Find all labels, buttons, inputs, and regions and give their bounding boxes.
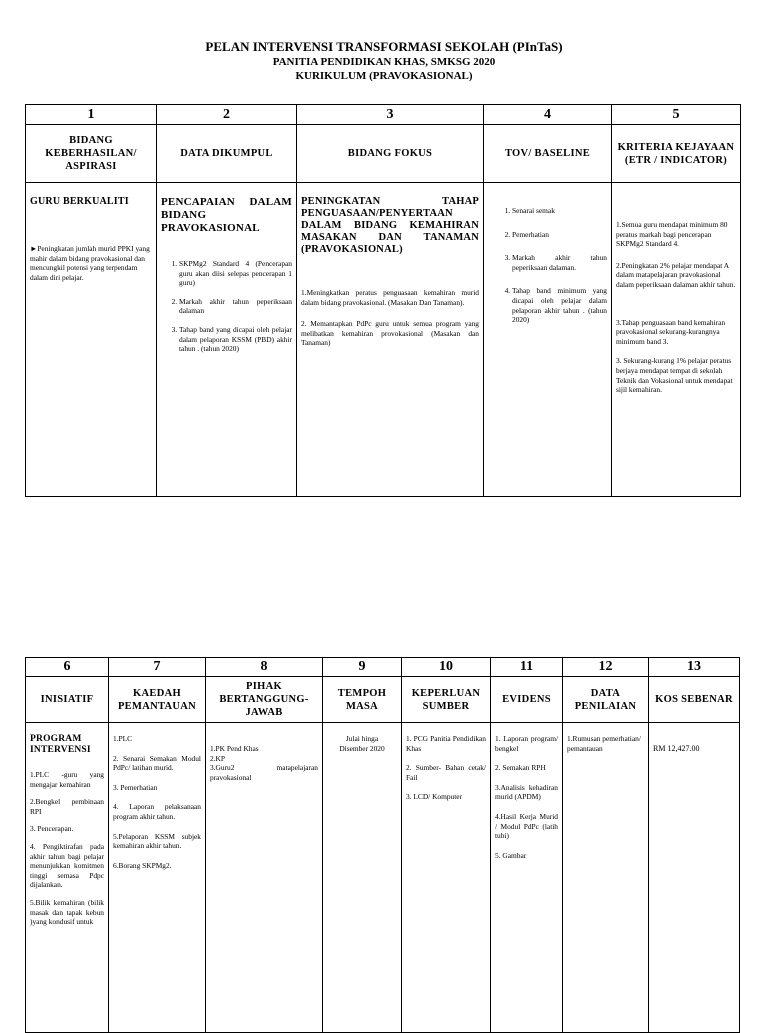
header-inisiatif: INISIATIF	[26, 677, 109, 723]
column-number: 2	[157, 105, 297, 125]
cell-inisiatif	[26, 723, 109, 1033]
fokus-paragraph: 1.Meningkatkan peratus penguasaan kemahiran murid dalam bidang pravokasional. (Masakan Dan Tanaman).	[301, 288, 479, 307]
column-number: 1	[26, 105, 157, 125]
inisiatif-title: PROGRAM INTERVENSI	[30, 734, 91, 755]
sumber-paragraph: 3. LCD/ Komputer	[406, 792, 463, 802]
column-number: 12	[563, 658, 649, 677]
column-number: 8	[206, 658, 323, 677]
evidens-paragraph: 4.Hasil Kerja Murid / Modul PdPc (latih tubi)	[495, 811, 558, 841]
cell-pihak-bertanggungjawab	[206, 723, 323, 1033]
kos-text: RM 12,427.00	[653, 744, 700, 753]
cell-evidens	[491, 723, 563, 1033]
column-number: 9	[323, 658, 402, 677]
header-keperluan-sumber: KEPERLUAN SUMBER	[402, 677, 491, 723]
data-item: 2. Markah akhir tahun peperiksaan dalaman	[179, 297, 292, 316]
baseline-item: 2. Pemerhatian	[512, 230, 607, 240]
evidens-paragraph: 1. Laporan program/ bengkel	[495, 734, 558, 753]
cell-kriteria-kejayaan	[612, 183, 741, 497]
inisiatif-paragraph: 3. Pencerapan.	[30, 824, 74, 834]
header-data-dikumpul: DATA DIKUMPUL	[157, 125, 297, 183]
aspirasi-title: GURU BERKUALITI	[30, 196, 129, 207]
column-number: 4	[484, 105, 612, 125]
cell-kaedah-pemantauan	[109, 723, 206, 1033]
kriteria-paragraph: 3. Sekurang-kurang 1% pelajar peratus berjaya mendapat tempat di sekolah Teknik dan Vokasional untuk mendapat sijil kemahiran.	[616, 356, 733, 395]
kaedah-paragraph: 5.Pelaporan KSSM subjek kemahiran akhir tahun.	[113, 831, 201, 851]
document-title: PELAN INTERVENSI TRANSFORMASI SEKOLAH (PInTaS)	[205, 39, 563, 54]
sumber-paragraph: 2. Sumber- Bahan cetak/ Fail	[406, 763, 486, 782]
pihak-line: 3.Guru2 matapelajaran pravokasional	[210, 763, 318, 782]
column-number: 6	[26, 658, 109, 677]
column-number: 10	[402, 658, 491, 677]
kaedah-paragraph: 2. Senarai Semakan Modul PdPc/ latihan murid.	[113, 753, 201, 773]
header-data-penilaian: DATA PENILAIAN	[563, 677, 649, 723]
header-kaedah-pemantauan: KAEDAH PEMANTAUAN	[109, 677, 206, 723]
plan-table-part-2	[25, 657, 740, 1033]
kriteria-paragraph: 3.Tahap penguasaan band kemahiran pravokasional sekurang-kurangnya minimum band 3.	[616, 317, 726, 346]
bidang-fokus-title: PENINGKATAN TAHAP PENGUASAAN/PENYERTAAN DALAM BIDANG KEMAHIRAN MASAKAN DAN TANAMAN (PRAVOKASIONAL)	[301, 196, 479, 255]
sumber-paragraph: 1. PCG Panitia Pendidikan Khas	[406, 734, 486, 753]
column-number: 7	[109, 658, 206, 677]
inisiatif-paragraph: 2.Bengkel pembinaan RPI	[30, 797, 104, 816]
tempoh-text: Julai hinga Disember 2020	[339, 734, 385, 753]
column-number: 5	[612, 105, 741, 125]
header-pihak-bertanggungjawab: PIHAK BERTANGGUNG-JAWAB	[206, 677, 323, 723]
header-kriteria-kejayaan: KRITERIA KEJAYAAN (ETR / INDICATOR)	[612, 125, 741, 183]
header-tempoh-masa: TEMPOH MASA	[323, 677, 402, 723]
kriteria-paragraph: 1.Semua guru mendapat minimum 80 peratus markah bagi pencerapan SKPMg2 Standard 4.	[616, 220, 728, 249]
header-evidens: EVIDENS	[491, 677, 563, 723]
document-header	[0, 38, 768, 83]
kaedah-paragraph: 4. Laporan pelaksanaan program akhir tahun.	[113, 802, 201, 821]
evidens-paragraph: 5. Gambar	[495, 850, 527, 860]
cell-kos-sebenar	[649, 723, 740, 1033]
baseline-item: 4. Tahap band minimum yang dicapai oleh pelajar dalam pelaporan akhir tahun . (tahun 2020)	[512, 286, 607, 324]
header-bidang-fokus: BIDANG FOKUS	[297, 125, 484, 183]
kaedah-paragraph: 1.PLC	[113, 734, 133, 743]
fokus-paragraph: 2. Memantapkan PdPc guru untuk semua program yang melibatkan kemahiran provokasional (Masakan dan Tanaman)	[301, 319, 479, 348]
plan-table-part-1	[25, 104, 741, 497]
data-item: 1. SKPMg2 Standard 4 (Pencerapan guru akan diisi selepas pencerapan 1 guru)	[179, 259, 292, 288]
cell-data-penilaian	[563, 723, 649, 1033]
header-tov-baseline: TOV/ BASELINE	[484, 125, 612, 183]
header-bidang-keberhasilan: BIDANG KEBERHASILAN/ ASPIRASI	[26, 125, 157, 183]
penilaian-text: 1.Rumusan pemerhatian/ pemantauan	[567, 734, 641, 753]
inisiatif-paragraph: 4. Pengiktirafan pada akhir tahun bagi pelajar menunjukkan komitmen tinggi semasa Pdpc dijalankan.	[30, 841, 104, 890]
cell-aspirasi	[26, 183, 157, 497]
kaedah-paragraph: 6.Borang SKPMg2.	[113, 860, 172, 870]
inisiatif-paragraph: 5.Bilik kemahiran (bilik masak dan tapak kebun )yang kondusif untuk	[30, 897, 104, 927]
baseline-item: 1. Senarai semak	[512, 206, 607, 216]
cell-data-dikumpul	[157, 183, 297, 497]
inisiatif-paragraph: 1.PLC -guru yang mengajar kemahiran	[30, 770, 104, 789]
data-dikumpul-title: PENCAPAIAN DALAM BIDANG PRAVOKASIONAL	[161, 196, 292, 234]
cell-bidang-fokus	[297, 183, 484, 497]
evidens-paragraph: 3.Analisis kehadiran murid (APDM)	[495, 782, 558, 802]
document-subtitle-school: PANITIA PENDIDIKAN KHAS, SMKSG 2020	[272, 56, 496, 68]
cell-tempoh-masa	[323, 723, 402, 1033]
document-subtitle-curriculum: KURIKULUM (PRAVOKASIONAL)	[295, 70, 473, 82]
column-number: 13	[649, 658, 740, 677]
data-item: 3. Tahap band yang dicapai oleh pelajar dalam pelaporan KSSM (PBD) akhir tahun . (tahun 2020)	[179, 325, 292, 354]
cell-tov-baseline	[484, 183, 612, 497]
pihak-line: 1.PK Pend Khas	[210, 744, 259, 753]
pihak-line: 2.KP	[210, 753, 225, 763]
cell-keperluan-sumber	[402, 723, 491, 1033]
baseline-item: 3. Markah akhir tahun peperiksaan dalaman.	[512, 253, 607, 272]
kaedah-paragraph: 3. Pemerhatian	[113, 782, 158, 792]
column-number: 11	[491, 658, 563, 677]
header-kos-sebenar: KOS SEBENAR	[649, 677, 740, 723]
kriteria-paragraph: 2.Peningkatan 2% pelajar mendapat A dalam matapelajaran pravokasional dalam peperiksaan dalaman akhir tahun.	[616, 260, 736, 289]
evidens-paragraph: 2. Semakan RPH	[495, 763, 546, 773]
aspirasi-text: ►Peningkatan jumlah murid PPKI yang mahir dalam bidang pravokasional dan mencungkil potensi yang terpendam dalam diri pelajar.	[30, 244, 150, 282]
column-number: 3	[297, 105, 484, 125]
